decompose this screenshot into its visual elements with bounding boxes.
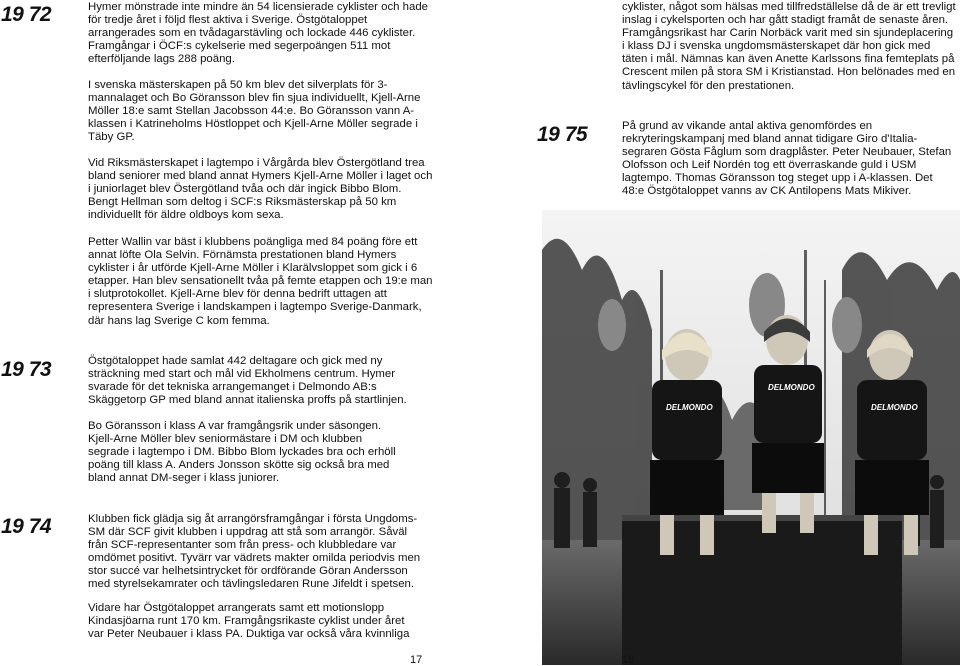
paragraph-continued: cyklister, något som hälsas med tillfredställelse då de är ett trevligt inslag i cykelsporten och har gått stadigt framåt de senaste åren. Framgångsrikast har Carin Norbäck varit med sin sjundeplacering i klass DJ i svenska ungdomsmästerskapet där hon gick med täten i mål. Nämnas kan även Anette Karlssons fina femteplats på Crescent milen på stora SM i Kristianstad. Hon belönades med en tävlingscykel för den prestationen.	[622, 1, 956, 92]
paragraph-1972-3: Vid Riksmästerskapet i lagtempo i Vårgårda blev Östergötland trea bland seniorer med bland annat Hymers Kjell-Arne Möller i laget och i juniorlaget blev Östergötland tvåa och där ingick Bibbo Blom. Bengt Hellman som deltog i SCF:s Riksmästerskap på 50 km individuellt för äldre oldboys kom sexa.	[88, 157, 433, 222]
year-heading-1972: 19 72	[1, 3, 52, 26]
paragraph-1972-2: I svenska mästerskapen på 50 km blev det silverplats för 3-mannalaget och Bo Göransson blev fin sjua individuellt, Kjell-Arne Möller 18:e samt Stellan Jacobsson 44:e. Bo Göransson vann A-klassen i Katrineholms Höstloppet och Kjell-Arne Möller segrade i Täby GP.	[88, 79, 421, 144]
podium-photo	[542, 210, 960, 665]
year-heading-1973: 19 73	[1, 358, 52, 381]
jersey-text-middle: DELMONDO	[768, 383, 815, 392]
paragraph-1973-2: Bo Göransson i klass A var framgångsrik under säsongen. Kjell-Arne Möller blev seniormästare i DM och klubben segrade i lagtempo i DM. Bibbo Blom lyckades bra och erhöll poäng till klass A. Anders Jonsson skötte sig också bra med bland annat DM-seger i klass juniorer.	[88, 420, 396, 485]
paragraph-1973-1: Östgötaloppet hade samlat 442 deltagare och gick med ny sträckning med start och mål vid Ekholmens centrum. Hymer svarade för det tekniska arrangemanget i Delmondo AB:s Skäggetorp GP med bland annat italienska proffs på startlinjen.	[88, 355, 407, 407]
paragraph-1974-2: Vidare har Östgötaloppet arrangerats samt ett motionslopp Kindasjöarna runt 170 km. Framgångsrikaste cyklist under året var Peter Neubauer i klass PA. Duktiga var också våra kvinnliga	[88, 602, 410, 641]
paragraph-1974-1: Klubben fick glädja sig åt arrangörsframgångar i första Ungdoms-SM där SCF givit klubben i uppdrag att stå som arrangör. Såväl från SCF-representanter som från press- och klubbledare var omdömet positivt. Tyvärr var vädrets makter omilda periodvis men stor succé var helhetsintrycket för ordförande Göran Andersson med styrelsekamrater och tävlingsledaren Rune Jifeldt i spetsen.	[88, 513, 421, 591]
year-heading-1975: 19 75	[537, 123, 588, 146]
paragraph-1972-1: Hymer mönstrade inte mindre än 54 licensierade cyklister och hade för tredje året i följd flest aktiva i Sverige. Östgötaloppet arrangerades som en tvådagarstävling och lockade 446 cyklister. Framgångar i ÖCF:s cykelserie med segerpoängen 511 mot efterföljande lags 288 poäng.	[88, 1, 428, 66]
year-heading-1974: 19 74	[1, 515, 52, 538]
paragraph-1975-1: På grund av vikande antal aktiva genomfördes en rekryteringskampanj med bland annat tidigare Giro d'Italia-segraren Gösta Fåglum som dragplåster. Peter Neubauer, Stefan Olofsson och Leif Nordén tog ett överraskande guld i USM lagtempo. Thomas Göransson tog steget upp i A-klassen. Det 48:e Östgötaloppet vanns av CK Antilopens Mats Mikiver.	[622, 120, 952, 198]
page-number-left: 17	[410, 654, 423, 666]
jersey-text-right: DELMONDO	[871, 403, 918, 412]
paragraph-1972-4: Petter Wallin var bäst i klubbens poängliga med 84 poäng före ett annat löfte Ola Selvin. Förnämsta prestationen bland Hymers cyklister i år utförde Kjell-Arne Möller i Klarälvsloppet som gick i 6 etapper. Han blev sensationellt tvåa på femte etappen och 19:e man i slutprotokollet. Kjell-Arne blev för denna bedrift uttagen att representera Sverige i landskampen i lagtempo Sverige-Danmark, där hans lag Sverige C kom femma.	[88, 236, 433, 327]
jersey-text-left: DELMONDO	[666, 403, 713, 412]
page-number-right: 18	[622, 654, 635, 666]
